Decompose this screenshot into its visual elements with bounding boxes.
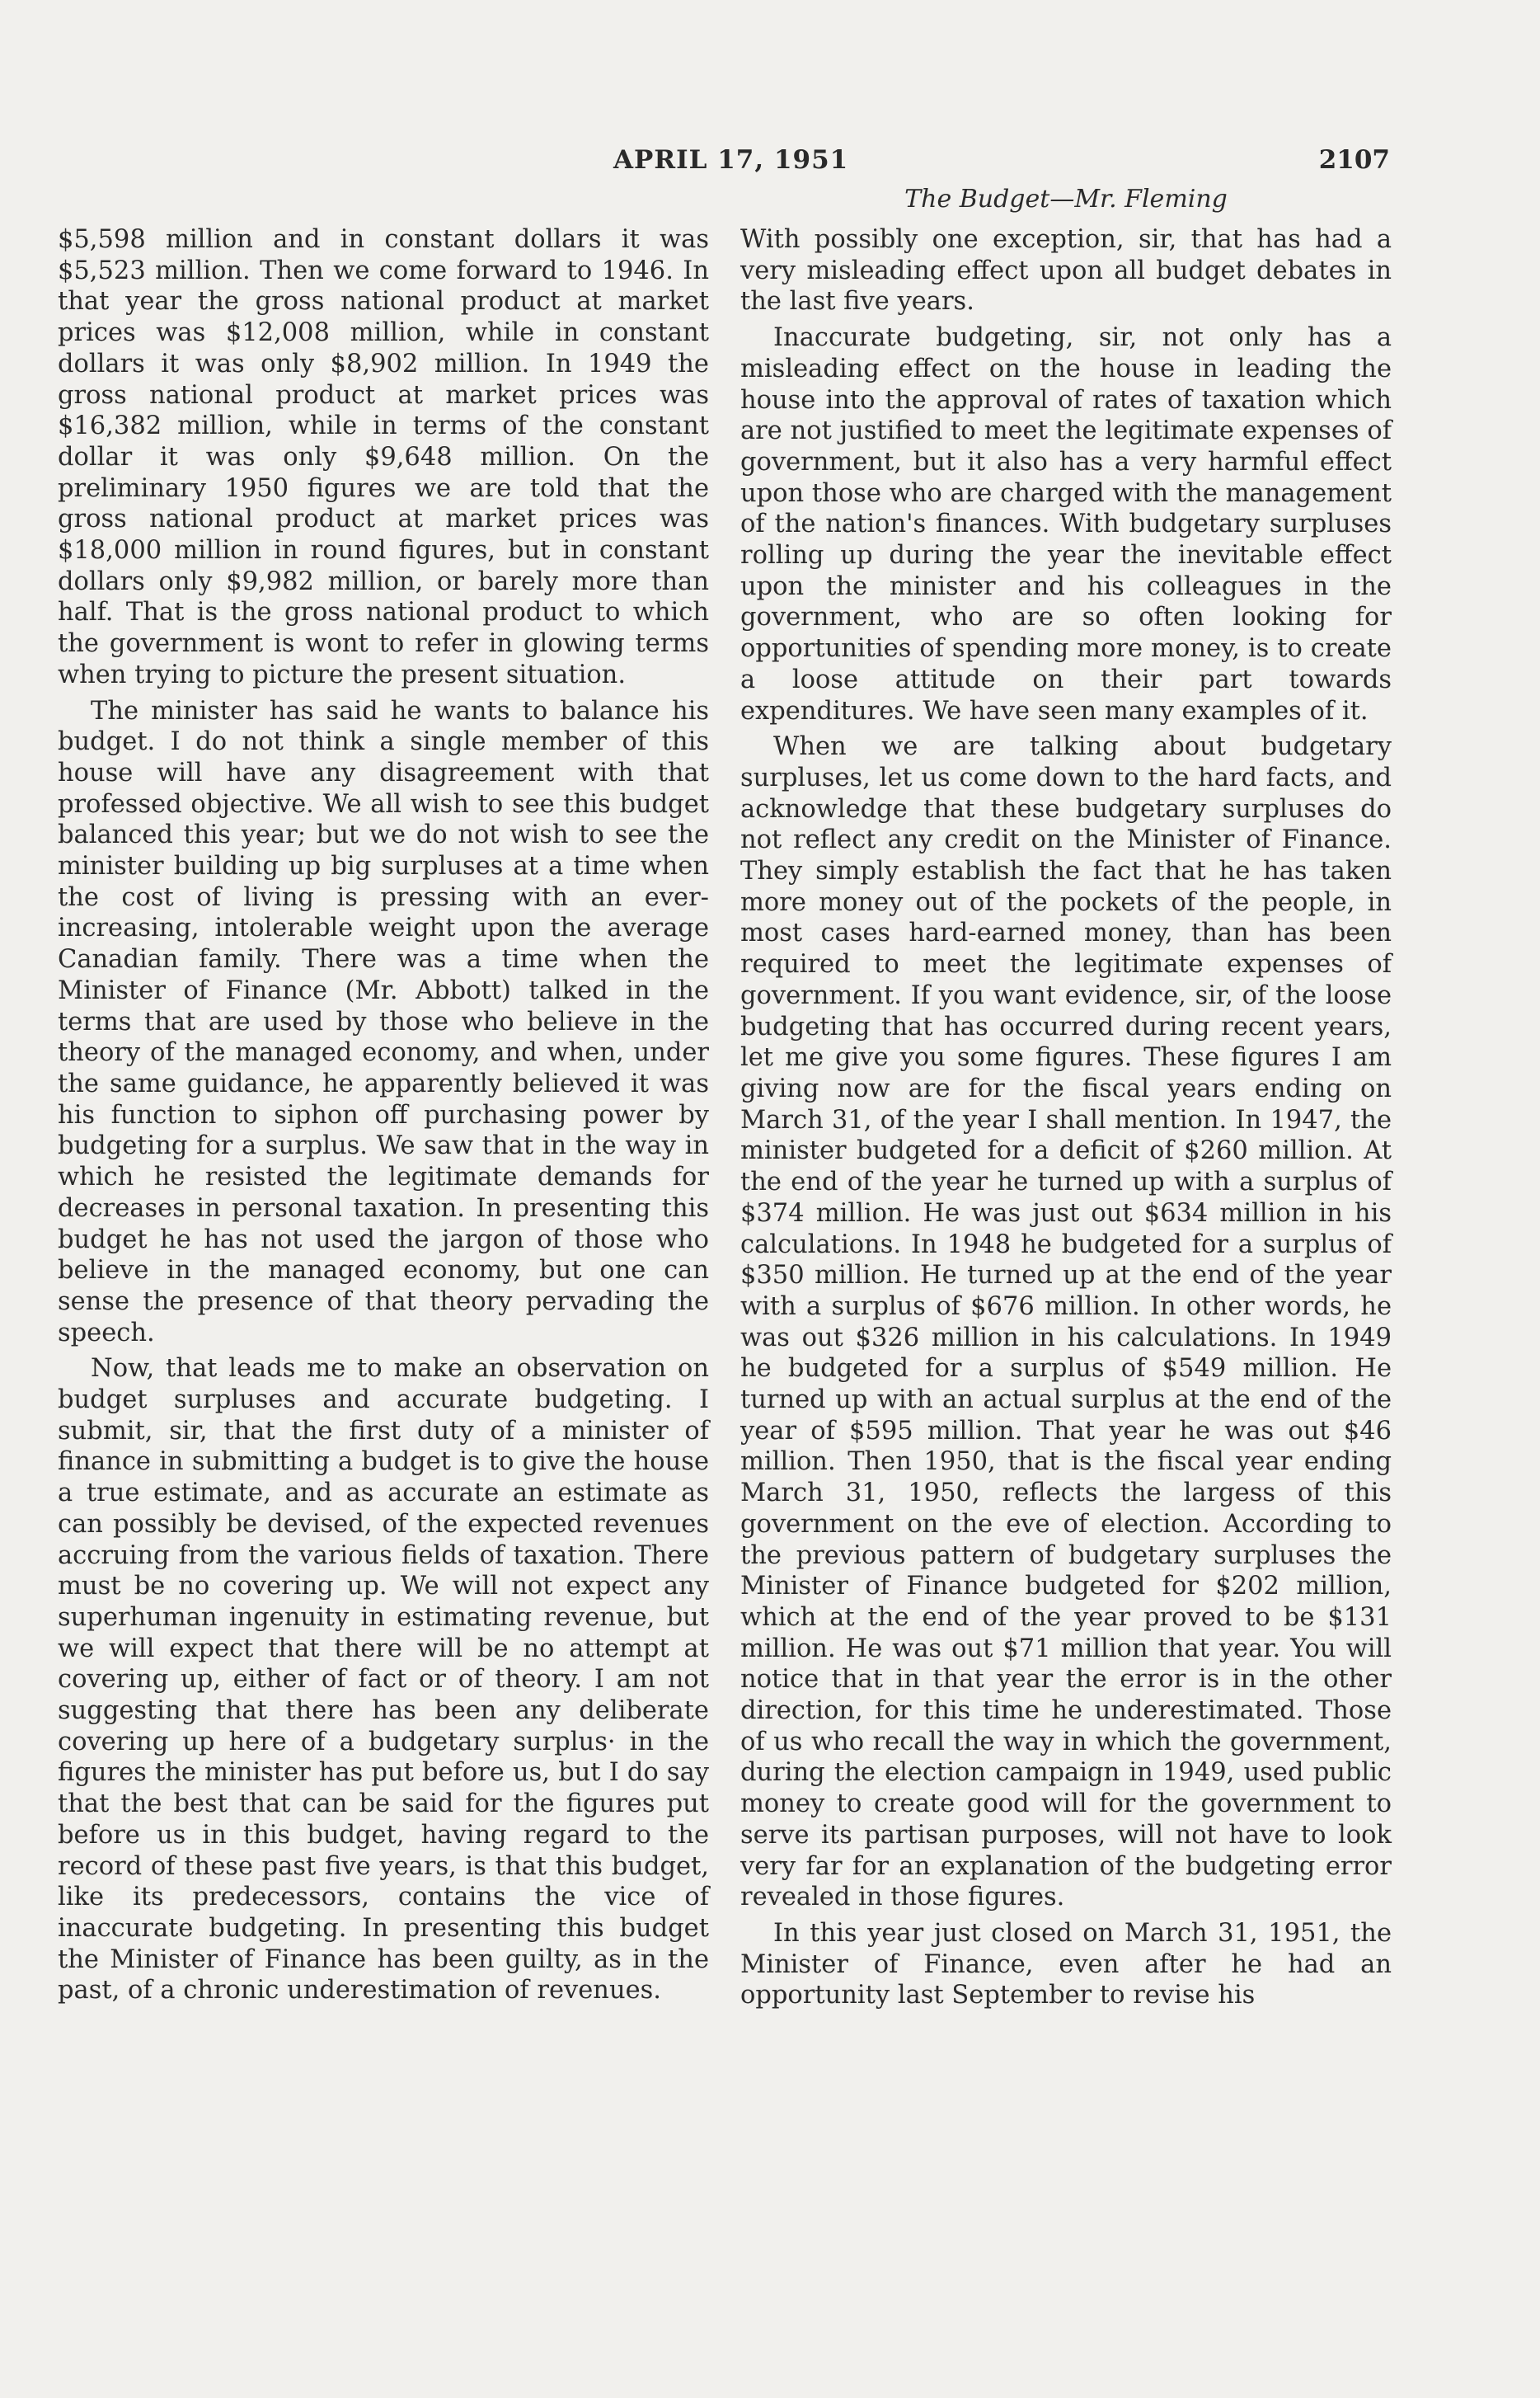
- paragraph: With possibly one exception, sir, that has had a very misleading effect upon all budget debates in the last five years.: [740, 225, 1392, 317]
- left-column: [58, 224, 709, 2011]
- paragraph: When we are talking about budgetary surpluses, let us come down to the hard facts, and acknowledge that these budgetary surpluses do not reflect any credit on the Minister of Finance. They simply establish the fact that he has taken more money out of the pockets of the people, in most cases hard-earned money, than has been required to meet the legitimate expenses of government. If you want evidence, sir, of the loose budgeting that has occurred during recent years, let me give you some figures. These figures I am giving now are for the fiscal years ending on March 31, of the year I shall mention. In 1947, the minister budgeted for a deficit of $260 million. At the end of the year he turned up with a surplus of $374 million. He was just out $634 million in his calculations. In 1948 he budgeted for a surplus of $350 million. He turned up at the end of the year with a surplus of $676 million. In other words, he was out $326 million in his calculations. In 1949 he budgeted for a surplus of $549 million. He turned up with an actual surplus at the end of the year of $595 million. That year he was out $46 million. Then 1950, that is the fiscal year ending March 31, 1950, reflects the largess of this government on the eve of election. According to the previous pattern of budgetary surpluses the Minister of Finance budgeted for $202 million, which at the end of the year proved to be $131 million. He was out $71 million that year. You will notice that in that year the error is in the other direction, for this time he underestimated. Those of us who recall the way in which the government, during the election campaign in 1949, used public money to create good will for the government to serve its partisan purposes, will not have to look very far for an explanation of the budgeting error revealed in those figures.: [740, 732, 1392, 1912]
- paragraph: Inaccurate budgeting, sir, not only has a misleading effect on the house in leading the house into the approval of rates of taxation which are not justified to meet the legitimate expenses of government, but it also has a very harmful effect upon those who are charged with the management of the nation's finances. With budgetary surpluses rolling up during the year the inevitable effect upon the minister and his colleagues in the government, who are so often looking for opportunities of spending more money, is to create a loose attitude on their part towards expenditures. We have seen many examples of it.: [740, 323, 1392, 726]
- paragraph: Now, that leads me to make an observation on budget surpluses and accurate budgeting. I submit, sir, that the first duty of a minister of finance in submitting a budget is to give the house a true estimate, and as accurate an estimate as can possibly be devised, of the expected revenues accruing from the various fields of taxation. There must be no covering up. We will not expect any superhuman ingenuity in estimating revenue, but we will expect that there will be no attempt at covering up, either of fact or of theory. I am not suggesting that there has been any deliberate covering up here of a budgetary surplus· in the figures the minister has put before us, but I do say that the best that can be said for the figures put before us in this budget, having regard to the record of these past five years, is that this budget, like its predecessors, contains the vice of inaccurate budgeting. In presenting this budget the Minister of Finance has been guilty, as in the past, of a chronic underestimation of revenues.: [58, 1354, 709, 2005]
- page-number: 2107: [1318, 145, 1390, 175]
- running-head: The Budget—Mr. Fleming: [904, 185, 1228, 214]
- paragraph: $5,598 million and in constant dollars it was $5,523 million. Then we come forward to 1946. In that year the gross national product at market prices was $12,008 million, while in constant dollars it was only $8,902 million. In 1949 the gross national product at market prices was $16,382 million, while in terms of the constant dollar it was only $9,648 million. On the preliminary 1950 figures we are told that the gross national product at market prices was $18,000 million in round figures, but in constant dollars only $9,982 million, or barely more than half. That is the gross national product to which the government is wont to refer in glowing terms when trying to picture the present situation.: [58, 225, 709, 689]
- right-column: [740, 224, 1392, 2016]
- page-date: APRIL 17, 1951: [613, 145, 849, 175]
- paragraph: The minister has said he wants to balance his budget. I do not think a single member of this house will have any disagreement with that professed objective. We all wish to see this budget balanced this year; but we do not wish to see the minister building up big surpluses at a time when the cost of living is pressing with an ever-increasing, intolerable weight upon the average Canadian family. There was a time when the Minister of Finance (Mr. Abbott) talked in the terms that are used by those who believe in the theory of the managed economy, and when, under the same guidance, he apparently believed it was his function to siphon off purchasing power by budgeting for a surplus. We saw that in the way in which he resisted the legitimate demands for decreases in personal taxation. In presenting this budget he has not used the jargon of those who believe in the managed economy, but one can sense the presence of that theory pervading the speech.: [58, 696, 709, 1347]
- paragraph: In this year just closed on March 31, 1951, the Minister of Finance, even after he had an opportunity last September to revise his: [740, 1918, 1392, 2010]
